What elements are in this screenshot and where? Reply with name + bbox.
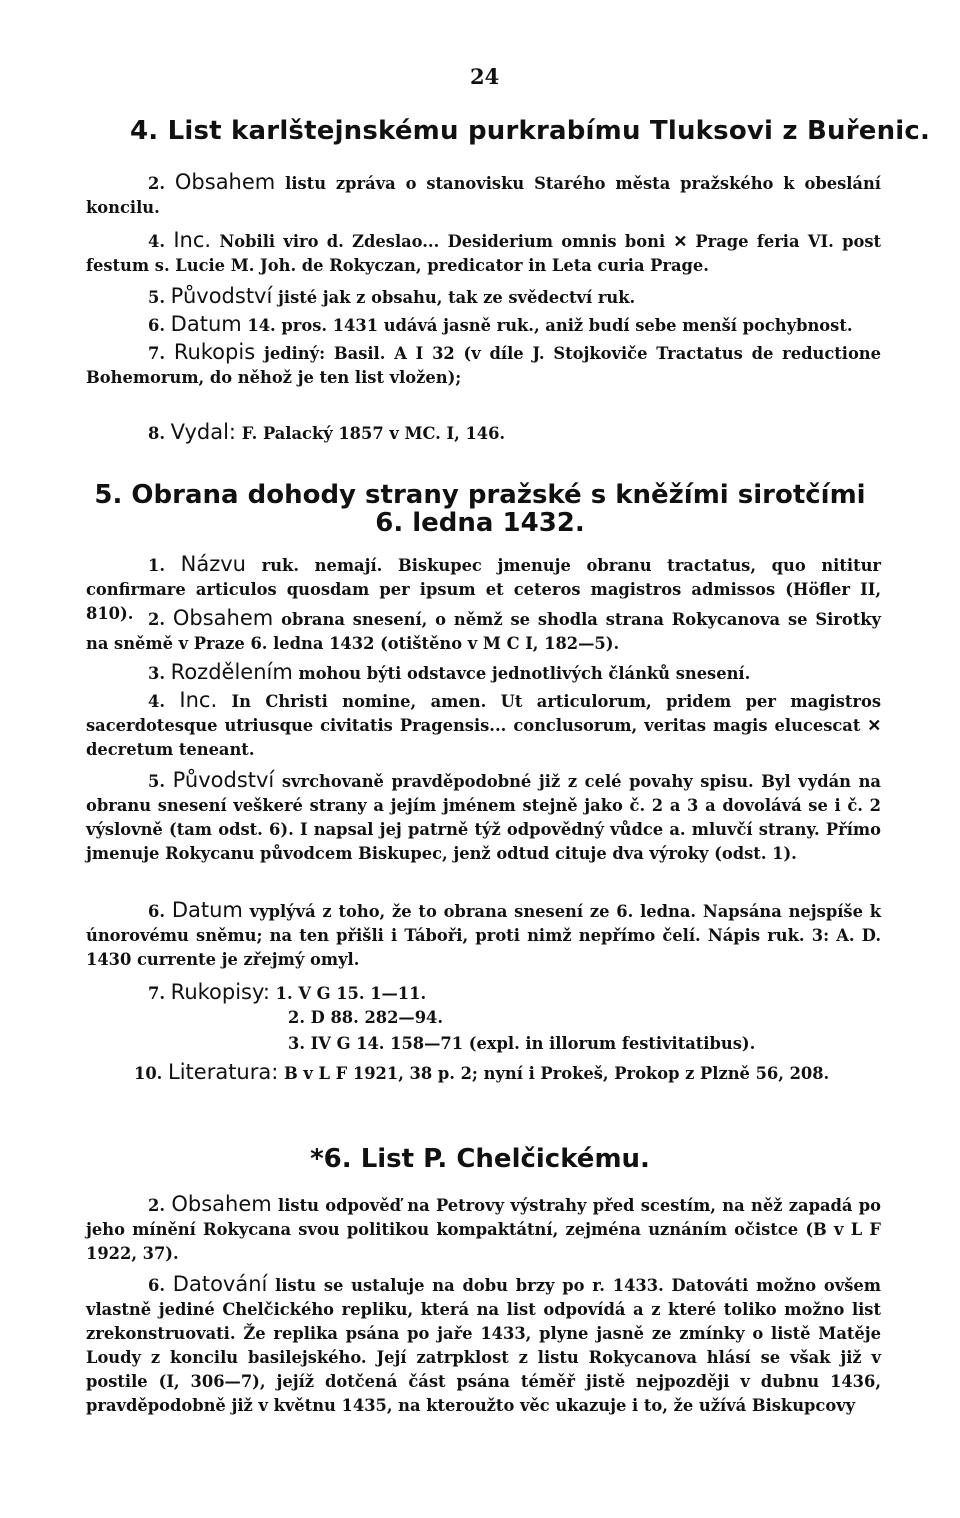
item-number: 8. (148, 424, 165, 443)
item-number: 6. (148, 902, 165, 921)
s4-item-4 (86, 228, 881, 278)
s4-item-7 (86, 340, 881, 390)
page-number: 24 (470, 64, 500, 89)
item-number: 6. (148, 316, 165, 335)
item-label: Názvu (180, 552, 246, 576)
item-number: 3. (148, 664, 165, 683)
item-label: Inc. (173, 228, 212, 252)
item-text: B v L F 1921, 38 p. 2; nyní i Prokeš, Prokop z Plzně 56, 208. (283, 1064, 830, 1083)
s5-item-4 (86, 688, 881, 762)
item-number: 4. (148, 692, 165, 711)
s6-item-6 (86, 1272, 881, 1418)
item-label: Rozdělením (170, 660, 293, 684)
item-label: Literatura: (168, 1060, 279, 1084)
item-text: ruk. nemají. Biskupec jmenuje obranu tractatus, quo nititur confirmare articulos quosdam per ipsum et ceteros magistros admissos (Höfler II, 810). (86, 556, 882, 623)
item-label: Datum (171, 898, 243, 922)
item-number: 5. (148, 772, 165, 791)
section-4-title: 4. List karlštejnskému purkrabímu Tluksovi z Buřenic. (130, 116, 931, 146)
section-5-date: 6. ledna 1432. (375, 508, 585, 538)
s5-item-3 (86, 660, 881, 686)
item-text: mohou býti odstavce jednotlivých článků snesení. (298, 664, 751, 683)
item-number: 10. (134, 1064, 163, 1083)
item-text: vyplývá z toho, že to obrana snesení ze 6. ledna. Napsána nejspíše k únorovému sněmu; na ten přišli i Táboři, proti nimž nepřímo čelí. Nápis ruk. 3: A. D. 1430 currente je zřejmý omyl. (86, 902, 882, 969)
item-number: 2. (148, 1196, 165, 1215)
item-text: svrchovaně pravděpodobné již z celé povahy spisu. Byl vydán na obranu snesení veškeré strany a jejím jménem stejně jako č. 2 a 3 a dovolává se i č. 2 výslovně (tam odst. 6). I napsal jej patrně týž odpovědný vůdce a. mluvčí strany. Přímo jmenuje Rokycanu původcem Biskupec, jenž odtud cituje dva výroky (odst. 1). (86, 772, 881, 863)
item-number: 2. (148, 610, 165, 629)
manuscript-3: 3. IV G 14. 158—71 (expl. in illorum festivitatibus). (288, 1034, 756, 1053)
manuscript-2: 2. D 88. 282—94. (288, 1008, 444, 1027)
item-label: Původství (172, 768, 275, 792)
item-number: 6. (148, 1276, 165, 1295)
item-label: Obsahem (174, 170, 276, 194)
s5-item-5 (86, 768, 881, 866)
item-number: 7. (148, 984, 165, 1003)
item-label: Datování (172, 1272, 268, 1296)
s4-item-6 (86, 312, 881, 338)
s5-item-6 (86, 898, 881, 972)
item-label: Datum (170, 312, 242, 336)
item-label: Obsahem (171, 1192, 272, 1216)
s5-item-2 (86, 606, 881, 656)
item-text: 14. pros. 1431 udává jasně ruk., aniž budí sebe menší pochybnost. (247, 316, 853, 335)
s4-item-8 (86, 420, 881, 446)
item-text: jisté jak z obsahu, tak ze svědectví ruk. (278, 288, 636, 307)
item-text: listu odpověď na Petrovy výstrahy před scestím, na něž zapadá po jeho mínění Rokycana svou politikou kompaktátní, zejména uznáním očistce (B v L F 1922, 37). (86, 1196, 882, 1263)
section-6-title: *6. List P. Chelčickému. (310, 1144, 650, 1174)
item-number: 2. (148, 174, 165, 193)
section-5-title: 5. Obrana dohody strany pražské s kněžími sirotčími (94, 480, 866, 510)
manuscript-1: 1. V G 15. 1—11. (275, 984, 427, 1003)
s4-item-5 (86, 284, 881, 310)
item-label: Inc. (179, 688, 218, 712)
s4-item-2 (86, 170, 881, 220)
item-text: listu se ustaluje na dobu brzy po r. 1433. Datováti možno ovšem vlastně jediné Chelčického repliku, která na list odpovídá a z které toliko možno list zrekonstruovati. Že replika psána po jaře 1433, plyne jasně ze zmínky o listě Matěje Loudy z koncilu basilejského. Její zatrpklost z listu Rokycanova hlásí se však již v postile (I, 306—7), jejíž dotčená část psána téměř jistě nejpozději v dubnu 1436, pravděpodobně již v květnu 1435, na kteroužto věc ukazuje i to, že užívá Biskupcovy (86, 1276, 881, 1415)
item-label: Rukopis (173, 340, 256, 364)
s5-item-7 (148, 980, 426, 1006)
item-text: In Christi nomine, amen. Ut articulorum, pridem per magistros sacerdotesque utriusque civitatis Pragensis... conclusorum, veritas magis elucescat ✕ decretum teneant. (86, 692, 881, 759)
item-number: 1. (148, 556, 165, 575)
item-text: F. Palacký 1857 v MC. I, 146. (241, 424, 506, 443)
item-text: jediný: Basil. A I 32 (v díle J. Stojkoviče Tractatus de reductione Bohemorum, do něhož je ten list vložen); (86, 344, 881, 387)
item-text: listu zpráva o stanovisku Starého města pražského k obeslání koncilu. (86, 174, 881, 217)
item-label: Obsahem (172, 606, 274, 630)
item-number: 4. (148, 232, 165, 251)
item-text: obrana snesení, o němž se shodla strana Rokycanova se Sirotky na sněmě v Praze 6. ledna 1432 (otištěno v M C I, 182—5). (86, 610, 881, 653)
item-label: Původství (170, 284, 273, 308)
s6-item-2 (86, 1192, 881, 1266)
item-text: Nobili viro d. Zdeslao... Desiderium omnis boni ✕ Prage feria VI. post festum s. Lucie M. Joh. de Rokyczan, predicator in Leta curia Prage. (86, 232, 882, 275)
s5-item-10 (134, 1060, 829, 1086)
item-number: 5. (148, 288, 165, 307)
item-label: Rukopisy: (170, 980, 270, 1004)
item-number: 7. (148, 344, 165, 363)
item-label: Vydal: (170, 420, 237, 444)
